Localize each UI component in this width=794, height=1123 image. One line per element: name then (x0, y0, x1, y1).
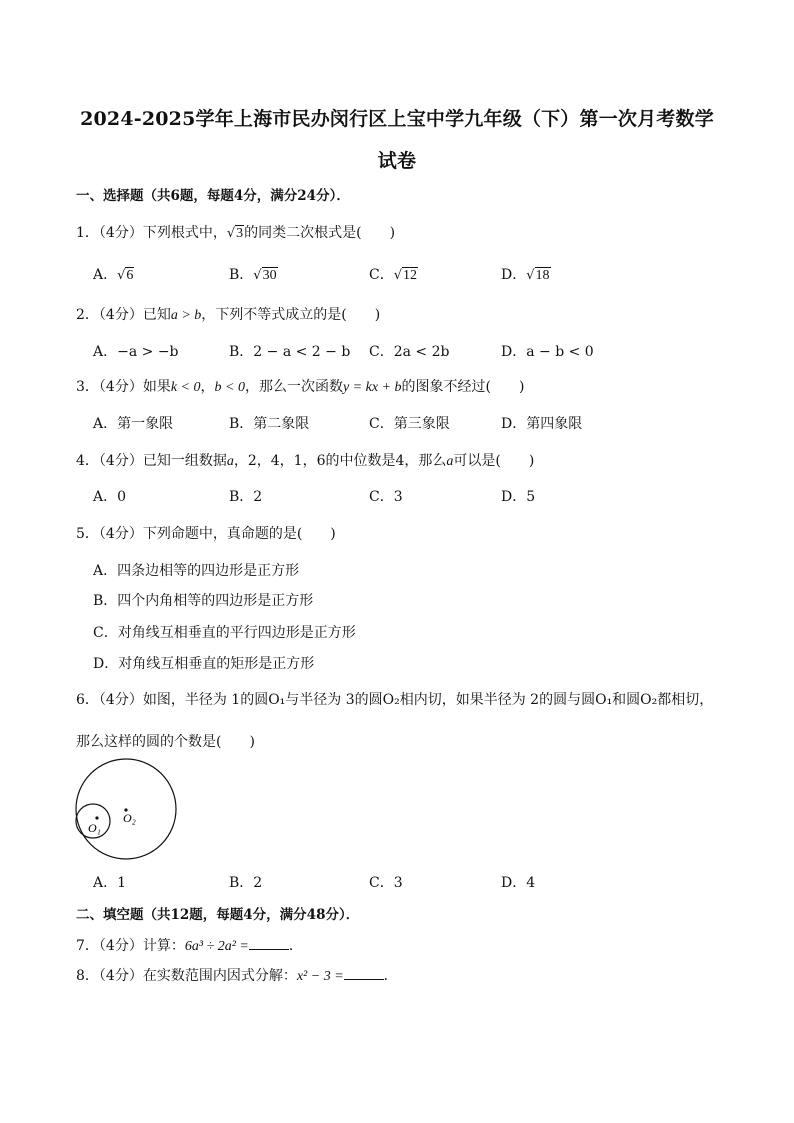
q2-option-c: C．2a < 2b (369, 344, 450, 360)
q4-option-b: B．2 (229, 489, 263, 505)
q3-option-c: C．第三象限 (369, 416, 450, 432)
label-o1: O₁ (88, 821, 101, 835)
q4-option-d: D．5 (501, 489, 536, 505)
page-title: 2024-2025学年上海市民办闵行区上宝中学九年级（下）第一次月考数学 (80, 108, 714, 130)
q3-option-a: A．第一象限 (93, 416, 174, 432)
q6-option-b: B．2 (229, 875, 263, 891)
q6-figure (72, 755, 182, 865)
q2-option-d: D．a − b < 0 (501, 344, 594, 360)
q1-option-a: A．√6 (93, 267, 134, 283)
question-3: 3．（4分）如果k < 0，b < 0，那么一次函数y = kx + b的图象不经过( ) (76, 379, 525, 395)
label-o2: O₂ (123, 811, 136, 825)
q5-option-d: D．对角线互相垂直的矩形是正方形 (93, 656, 315, 672)
q5-option-c: C．对角线互相垂直的平行四边形是正方形 (93, 625, 356, 641)
section-heading-choice: 一、选择题（共6题，每题4分，满分24分）． (76, 188, 350, 204)
q4-option-c: C．3 (369, 489, 403, 505)
question-1: 1．（4分）下列根式中，√3的同类二次根式是( ) (76, 225, 396, 241)
q2-option-b: B．2 − a < 2 − b (229, 344, 351, 360)
answer-blank-8[interactable] (344, 967, 384, 980)
q4-option-a: A．0 (93, 489, 127, 505)
question-4: 4．（4分）已知一组数据a，2，4，1，6的中位数是4，那么a可以是( ) (76, 453, 535, 469)
center-o1-dot (95, 816, 98, 819)
question-7: 7．（4分）计算：6a³ ÷ 2a² = ． (76, 938, 303, 954)
answer-blank-7[interactable] (249, 937, 289, 950)
q3-option-d: D．第四象限 (501, 416, 583, 432)
question-8: 8．（4分）在实数范围内因式分解：x² − 3 = ． (76, 968, 398, 984)
q3-option-b: B．第二象限 (229, 416, 310, 432)
q6-option-a: A．1 (93, 875, 127, 891)
q1-option-c: C．√12 (369, 267, 418, 283)
q6-option-c: C．3 (369, 875, 403, 891)
q5-option-a: A．四条边相等的四边形是正方形 (93, 563, 300, 579)
q6-option-d: D．4 (501, 875, 536, 891)
q1-option-d: D．√18 (501, 267, 550, 283)
question-2: 2．（4分）已知a > b，下列不等式成立的是( ) (76, 307, 381, 323)
page-title-line2: 试卷 (377, 150, 417, 172)
q1-option-b: B．√30 (229, 267, 277, 283)
section-heading-fill: 二、填空题（共12题，每题4分，满分48分）． (76, 907, 360, 923)
question-5: 5．（4分）下列命题中，真命题的是( ) (76, 526, 336, 542)
q2-option-a: A．−a > −b (93, 344, 179, 360)
question-6-line2: 那么这样的圆的个数是( ) (76, 734, 255, 750)
question-6: 6．（4分）如图，半径为 1的圆O₁与半径为 3的圆O₂相内切，如果半径为 2的圆与圆O₁和圆O₂都相切， (76, 692, 714, 708)
q5-option-b: B．四个内角相等的四边形是正方形 (93, 593, 314, 609)
